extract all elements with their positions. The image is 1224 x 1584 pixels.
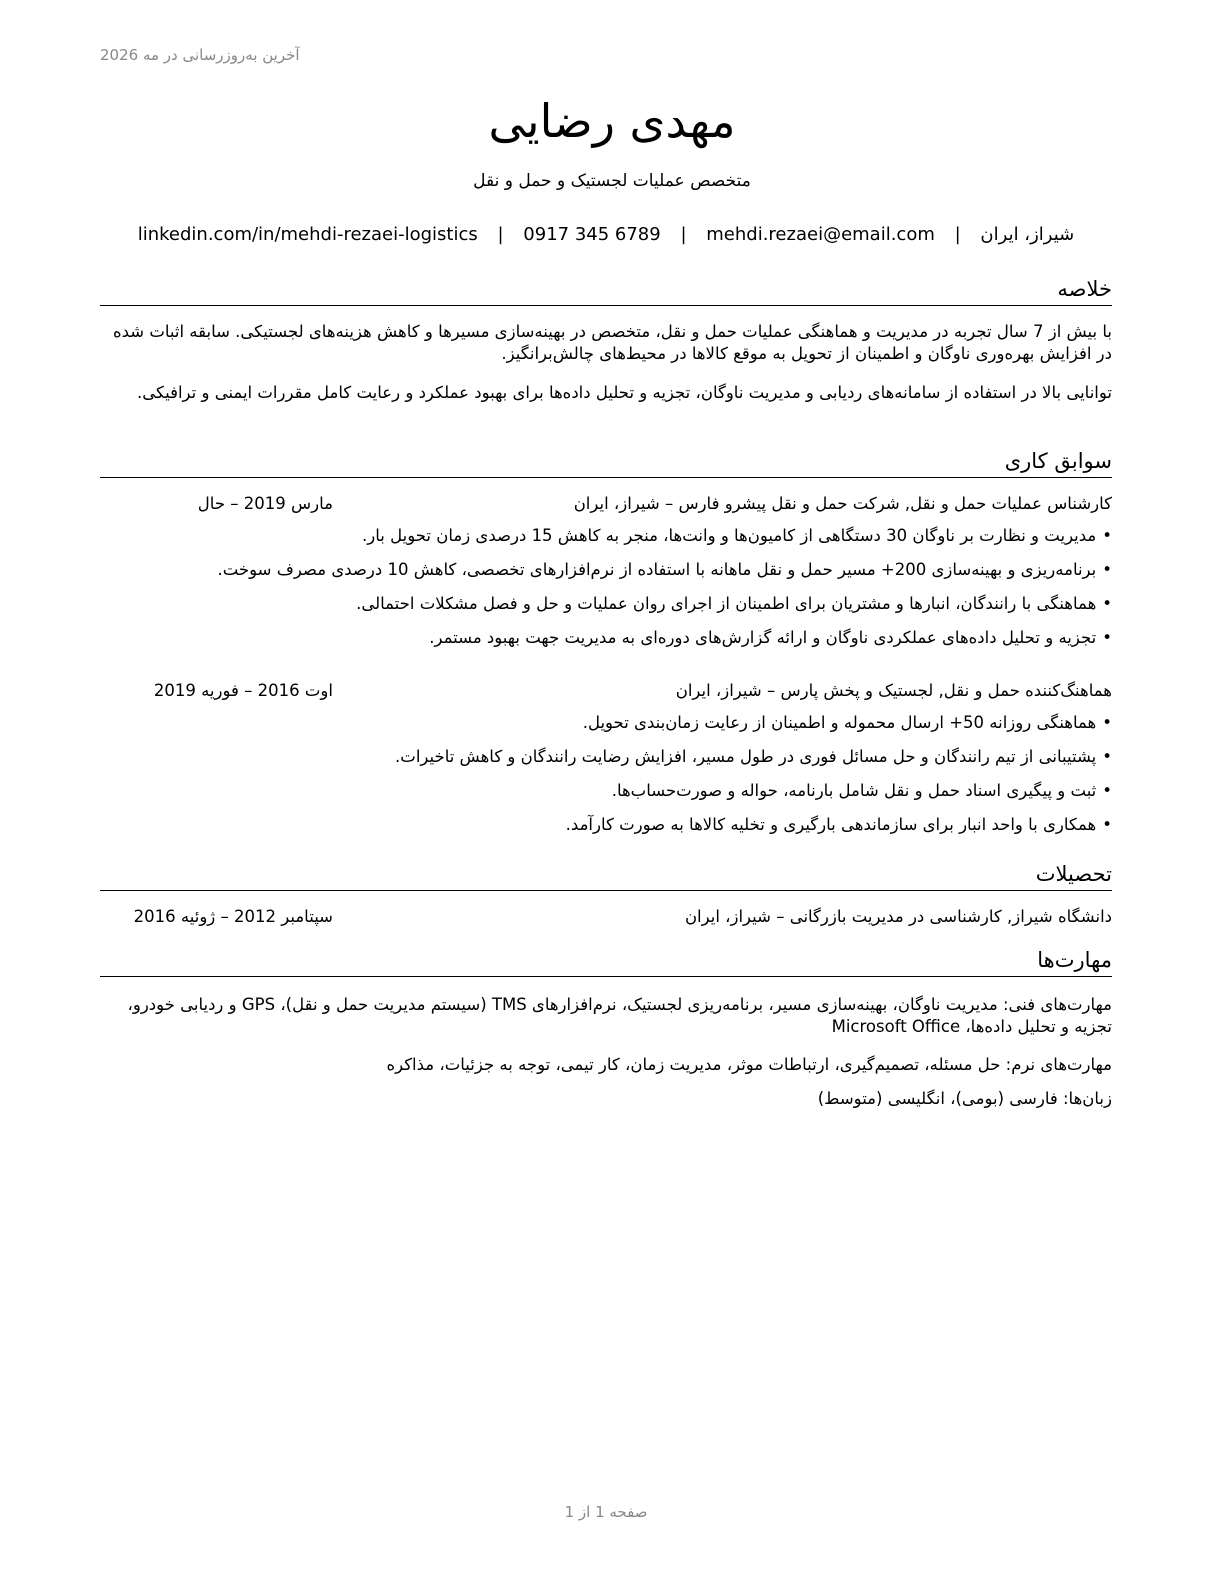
summary-paragraph-2: توانایی بالا در استفاده از سامانه‌های ردیابی و مدیریت ناوگان، تجزیه و تحلیل داده‌ها برای بهبود عملکرد و رعایت کامل مقررات ایمنی و ترافیکی. [136,383,1112,402]
bullet-icon: • [1102,526,1112,545]
section-title-summary: خلاصه [100,276,1112,306]
job-title-org: هماهنگ‌کننده حمل و نقل, لجستیک و پخش پارس – شیراز، ایران [675,681,1112,700]
job-bullets [100,711,1112,847]
list-item [100,558,1112,592]
job-title-org: کارشناس عملیات حمل و نقل, شرکت حمل و نقل پیشرو فارس – شیراز، ایران [573,494,1112,513]
contact-phone: 0917 345 6789 [523,224,661,245]
contact-email[interactable]: mehdi.rezaei@email.com [706,224,935,245]
bullet-text: ثبت و پیگیری اسناد حمل و نقل شامل بارنامه، حواله و صورت‌حساب‌ها. [611,781,1097,800]
list-item [100,813,1112,847]
bullet-text: همکاری با واحد انبار برای سازماندهی بارگیری و تخلیه کالاها به صورت کارآمد. [565,815,1097,834]
education-institution: دانشگاه شیراز, کارشناسی در مدیریت بازرگانی – شیراز، ایران [684,907,1112,926]
summary-paragraph-1: با بیش از 7 سال تجربه در مدیریت و هماهنگی عملیات حمل و نقل، متخصص در بهینه‌سازی مسیرها و کاهش هزینه‌های لجستیکی. سابقه اثبات شده در افزایش بهره‌وری ناوگان و اطمینان از تحویل به موقع کالاها در محیط‌های چالش‌برانگیز. [112,322,1112,363]
list-item [100,711,1112,745]
job-header [100,494,1112,518]
list-item [100,592,1112,626]
candidate-name: مهدی رضایی [488,94,736,148]
contact-separator: | [954,224,961,245]
contact-separator: | [680,224,687,245]
candidate-headline: متخصص عملیات لجستیک و حمل و نقل [473,171,751,191]
bullet-text: مدیریت و نظارت بر ناوگان 30 دستگاهی از کامیون‌ها و وانت‌ها، منجر به کاهش 15 درصدی زمان تحویل بار. [362,526,1097,545]
education-row [100,907,1112,931]
job-dates: مارس 2019 – حال [197,494,333,513]
list-item [100,524,1112,558]
job-bullets [100,524,1112,660]
bullet-icon: • [1102,781,1112,800]
skills-languages: زبان‌ها: فارسی (بومی)، انگلیسی (متوسط) [817,1089,1112,1108]
job-header [100,681,1112,705]
bullet-icon: • [1102,815,1112,834]
bullet-icon: • [1102,594,1112,613]
section-title-experience: سوابق کاری [100,448,1112,478]
skills-technical: مهارت‌های فنی: مدیریت ناوگان، بهینه‌سازی مسیر، برنامه‌ریزی لجستیک، نرم‌افزارهای TMS (سیستم مدیریت حمل و نقل)، GPS و ردیابی خودرو، تجزیه و تحلیل داده‌ها، Microsoft Office [127,995,1112,1036]
job-dates: اوت 2016 – فوریه 2019 [153,681,333,700]
bullet-text: هماهنگی با رانندگان، انبارها و مشتریان برای اطمینان از اجرای روان عملیات و حل و فصل مشکلات احتمالی. [356,594,1097,613]
last-updated-note: آخرین به‌روزرسانی در مه 2026 [100,46,300,64]
skills-soft: مهارت‌های نرم: حل مسئله، تصمیم‌گیری، ارتباطات موثر، مدیریت زمان، کار تیمی، توجه به جزئیات، مذاکره [386,1055,1112,1074]
contact-linkedin[interactable]: linkedin.com/in/mehdi-rezaei-logistics [137,224,478,245]
bullet-text: هماهنگی روزانه 50+ ارسال محموله و اطمینان از رعایت زمان‌بندی تحویل. [582,713,1097,732]
contact-location: شیراز، ایران [980,224,1075,245]
section-title-skills: مهارت‌ها [100,947,1112,977]
contact-line [0,224,1212,245]
list-item [100,779,1112,813]
bullet-text: تجزیه و تحلیل داده‌های عملکردی ناوگان و ارائه گزارش‌های دوره‌ای به مدیریت جهت بهبود مستمر. [429,628,1097,647]
bullet-icon: • [1102,628,1112,647]
bullet-icon: • [1102,713,1112,732]
bullet-text: پشتیبانی از تیم رانندگان و حل مسائل فوری در طول مسیر، افزایش رضایت رانندگان و کاهش تاخیرات. [395,747,1097,766]
list-item [100,626,1112,660]
bullet-icon: • [1102,560,1112,579]
page-number: صفحه 1 از 1 [564,1503,648,1521]
section-title-education: تحصیلات [100,861,1112,891]
contact-separator: | [497,224,504,245]
bullet-icon: • [1102,747,1112,766]
list-item [100,745,1112,779]
education-dates: سپتامبر 2012 – ژوئیه 2016 [133,907,333,926]
bullet-text: برنامه‌ریزی و بهینه‌سازی 200+ مسیر حمل و نقل ماهانه با استفاده از نرم‌افزارهای تخصصی، کاهش 10 درصدی مصرف سوخت. [217,560,1097,579]
